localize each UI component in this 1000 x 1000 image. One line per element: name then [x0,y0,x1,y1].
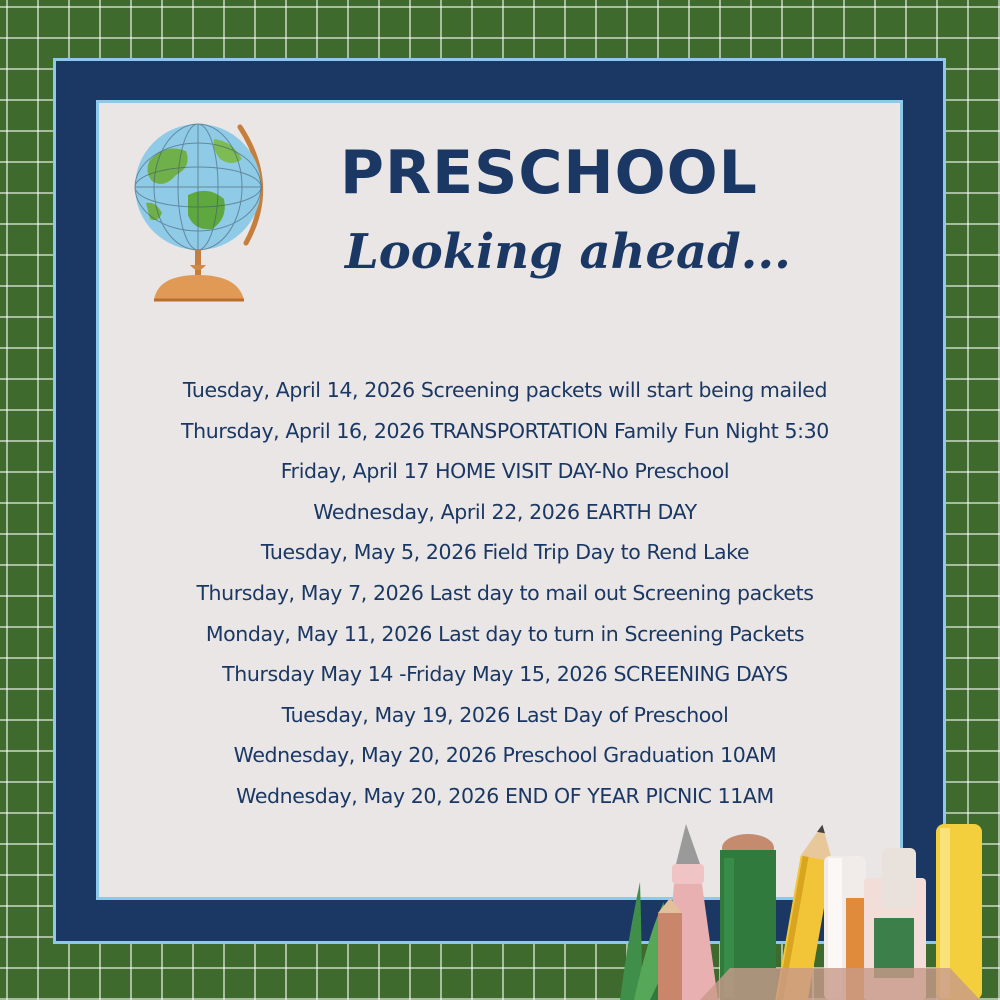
event-item: Wednesday, April 22, 2026 EARTH DAY [313,499,697,524]
event-item: Monday, May 11, 2026 Last day to turn in Screening Packets [205,621,805,646]
event-item: Thursday, May 7, 2026 Last day to mail out Screening packets [196,580,814,605]
event-item: Wednesday, May 20, 2026 END OF YEAR PICNIC 11AM [236,783,774,808]
event-item: Tuesday, April 14, 2026 Screening packets will start being mailed [182,378,828,402]
event-item: Thursday, April 16, 2026 TRANSPORTATION Family Fun Night 5:30 [181,418,829,443]
school-supplies-illustration [620,818,1000,1000]
event-item: Tuesday, May 19, 2026 Last Day of Preschool [281,702,729,727]
event-list [100,370,910,817]
event-item: Wednesday, May 20, 2026 Preschool Graduation 10AM [233,743,777,768]
event-item: Friday, April 17 HOME VISIT DAY-No Preschool [280,459,730,484]
event-item: Thursday May 14 -Friday May 15, 2026 SCREENING DAYS [222,662,788,687]
page-title: PRESCHOOL [340,138,758,208]
page-subtitle: Looking ahead... [345,224,791,280]
event-item: Tuesday, May 5, 2026 Field Trip Day to Rend Lake [260,540,750,565]
globe-illustration [128,115,268,310]
